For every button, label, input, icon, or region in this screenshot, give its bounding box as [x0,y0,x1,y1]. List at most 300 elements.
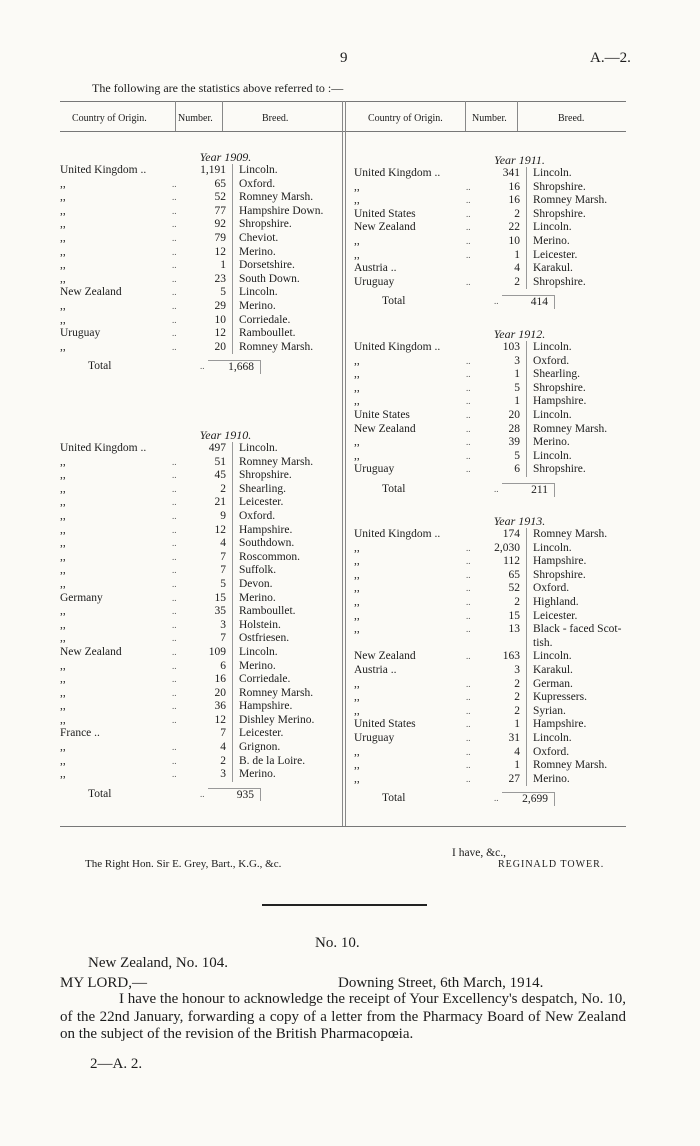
header-divider [222,101,223,131]
breed-cell: Karakul. [533,663,573,676]
total-row [58,360,393,374]
breed-cell: Lincoln. [239,645,278,658]
breed-cell: Dorsetshire. [239,259,295,272]
breed-cell: Suffolk. [239,564,277,577]
breed-cell: Hampshire. [533,718,587,731]
leader-dots: .. [466,409,471,420]
number-cell: 27 [474,773,527,787]
country-cell: ,, [60,509,66,522]
breed-cell: Syrian. [533,704,566,717]
leader-dots: .. [494,296,499,307]
country-cell: ,, [354,745,360,758]
table-row [58,191,393,205]
table-row [352,208,687,222]
country-cell: ,, [354,436,360,449]
country-cell: ,, [60,618,66,631]
breed-cell: Shropshire. [533,207,586,220]
country-cell: ,, [354,541,360,554]
country-cell: United States [354,207,416,220]
table-row [58,524,393,538]
column-header-number: Number. [178,113,213,124]
leader-dots: .. [172,456,177,467]
table-row [58,537,393,551]
breed-cell: Leicester. [533,248,578,261]
leader-dots: .. [466,624,471,635]
table-row [58,592,393,606]
number-cell: 4 [180,741,233,755]
total-label: Total [88,360,112,373]
table-row [352,664,687,678]
leader-dots: .. [466,276,471,287]
table-row [352,249,687,263]
country-cell: ,, [354,368,360,381]
header-divider [465,101,466,131]
breed-cell: Ostfriesen. [239,632,290,645]
country-cell: ,, [354,677,360,690]
number-cell: 1 [474,718,527,732]
number-cell: 1 [180,259,233,273]
country-cell: ,, [60,659,66,672]
country-cell: ,, [60,686,66,699]
country-cell: ,, [60,713,66,726]
total-value: 935 [208,788,261,802]
breed-cell: Shropshire. [239,218,292,231]
number-cell: 4 [474,746,527,760]
breed-cell: Lincoln. [239,442,278,454]
leader-dots: .. [466,464,471,475]
leader-dots: .. [172,551,177,562]
number-cell: 2 [474,691,527,705]
leader-dots [172,442,180,456]
leader-dots: .. [466,556,471,567]
leader-dots: .. [466,369,471,380]
number-cell: 52 [474,582,527,596]
leader-dots: .. [172,232,177,243]
country-cell: ,, [354,609,360,622]
leader-dots: .. [172,524,177,535]
number-cell: 20 [180,341,233,355]
breed-cell: Lincoln. [533,221,572,234]
leader-dots: .. [172,578,177,589]
number-cell: 52 [180,191,233,205]
country-cell: ,, [60,632,66,645]
breed-cell: Ramboullet. [239,327,296,340]
leader-dots: .. [172,565,177,576]
table-row [58,510,393,524]
leader-dots: .. [494,793,499,804]
table-row [352,528,687,542]
total-label: Total [382,792,406,805]
leader-dots: .. [172,755,177,766]
table-row [352,341,687,355]
table-row [352,718,687,732]
breed-cell: Lincoln. [533,167,572,179]
table-row [352,395,687,409]
country-cell: ,, [60,272,66,285]
table-row [352,732,687,746]
leader-dots: .. [466,437,471,448]
number-cell: 7 [180,564,233,578]
country-cell: United Kingdom .. [354,528,441,540]
number-cell: 20 [474,409,527,423]
table-row [352,450,687,464]
breed-cell [261,360,267,374]
breed-cell: B. de la Loire. [239,754,306,767]
number-cell: 23 [180,273,233,287]
leader-dots: .. [172,287,177,298]
number-cell: 92 [180,218,233,232]
table-row [58,496,393,510]
leader-dots: .. [172,192,177,203]
leader-dots: .. [172,646,177,657]
country-cell: ,, [60,537,66,550]
total-value: 1,668 [208,360,261,374]
number-cell: 31 [474,732,527,746]
leader-dots [466,167,474,181]
country-cell: Austria .. [354,663,397,676]
number-cell: 10 [474,235,527,249]
number-cell: 13 [474,623,527,637]
breed-cell: Leicester. [239,496,284,509]
number-cell: 174 [474,528,527,542]
total-value: 2,699 [502,792,555,806]
intro-text: The following are the statistics above referred to :— [92,81,344,95]
section-year-1909 [58,150,393,374]
breed-cell: Merino. [239,591,276,604]
leader-dots: .. [172,205,177,216]
year-heading: Year 1910. [199,428,252,442]
leader-dots: .. [466,195,471,206]
leader-dots: .. [172,701,177,712]
total-value: 211 [502,483,555,497]
table-row [352,167,687,181]
total-row [352,295,687,309]
table-row [58,164,393,178]
country-cell: ,, [60,523,66,536]
number-cell: 3 [474,664,527,678]
leader-dots: .. [172,341,177,352]
number-cell: 163 [474,650,527,664]
table-row [58,246,393,260]
leader-dots: .. [466,249,471,260]
number-cell: 79 [180,232,233,246]
leader-dots: .. [466,719,471,730]
leader-dots: .. [172,769,177,780]
breed-cell [261,788,267,802]
table-row [352,582,687,596]
country-cell: New Zealand [354,221,416,234]
leader-dots: .. [172,246,177,257]
table-row [58,673,393,687]
breed-cell: Romney Marsh. [533,422,608,435]
table-row [58,619,393,633]
number-cell: 16 [180,673,233,687]
breed-cell: Cheviot. [239,231,279,244]
document-reference: A.—2. [590,50,631,66]
breed-cell: Romney Marsh. [533,759,608,772]
number-cell: 2 [474,596,527,610]
leader-dots: .. [466,569,471,580]
number-cell: 35 [180,605,233,619]
table-row [352,181,687,195]
number-cell: 20 [180,687,233,701]
breed-cell: Shropshire. [533,568,586,581]
country-cell: ,, [60,455,66,468]
place-date: Downing Street, 6th March, 1914. [338,975,544,991]
country-cell: ,, [60,605,66,618]
breed-cell: Shropshire. [533,463,586,476]
table-row [58,714,393,728]
breed-cell: Corriedale. [239,673,291,686]
table-row [58,564,393,578]
table-row [58,178,393,192]
table-row [58,700,393,714]
table-row [58,469,393,483]
number-cell: 5 [180,578,233,592]
country-cell: ,, [60,673,66,686]
country-cell: ,, [60,741,66,754]
number-cell: 2 [474,276,527,290]
number-cell [474,637,527,651]
table-row [58,483,393,497]
country-cell: ,, [60,245,66,258]
breed-cell: Shearling. [239,482,286,495]
leader-dots: .. [466,235,471,246]
leader-dots: .. [172,178,177,189]
country-cell: ,, [60,177,66,190]
column-header-breed: Breed. [262,113,289,124]
breed-cell: Hampshire. [533,395,587,408]
number-cell: 21 [180,496,233,510]
header-bottom-rule [60,131,626,132]
breed-cell: Shropshire. [239,469,292,482]
total-row [352,483,687,497]
country-cell: ,, [60,469,66,482]
leader-dots: .. [172,470,177,481]
leader-dots: .. [172,633,177,644]
number-cell: 77 [180,205,233,219]
country-cell: Uruguay [354,275,395,288]
year-heading: Year 1912. [493,327,546,341]
total-row [58,788,393,802]
table-row [58,741,393,755]
section-year-1911 [352,153,687,309]
leader-dots: .. [466,382,471,393]
leader-dots: .. [172,619,177,630]
table-row [352,759,687,773]
breed-cell: Lincoln. [533,341,572,353]
salutation: MY LORD,— [60,975,147,991]
country-cell: ,, [60,299,66,312]
table-row [352,423,687,437]
breed-cell: Merino. [239,768,276,781]
breed-cell: Lincoln. [533,408,572,421]
leader-dots: .. [466,222,471,233]
country-cell: New Zealand [60,645,122,658]
country-cell: ,, [354,759,360,772]
table-row [352,463,687,477]
number-cell: 5 [474,382,527,396]
breed-cell: Merino. [239,659,276,672]
leader-dots: .. [172,687,177,698]
number-cell: 3 [180,768,233,782]
total-value: 414 [502,295,555,309]
breed-cell: Shropshire. [533,275,586,288]
country-cell: ,, [60,340,66,353]
leader-dots: .. [466,596,471,607]
breed-cell: Lincoln. [533,731,572,744]
leader-dots: .. [466,423,471,434]
number-cell: 4 [474,262,527,276]
leader-dots [172,164,180,178]
country-cell: New Zealand [354,650,416,663]
breed-cell: Merino. [239,299,276,312]
leader-dots: .. [466,610,471,621]
leader-dots: .. [172,260,177,271]
dispatch-reference: New Zealand, No. 104. [88,955,228,971]
breed-cell: Lincoln. [533,449,572,462]
breed-cell: German. [533,677,573,690]
number-cell: 7 [180,551,233,565]
table-row [352,596,687,610]
table-row [58,727,393,741]
breed-cell [555,295,561,309]
breed-cell: Highland. [533,595,579,608]
number-cell: 341 [474,167,527,181]
breed-cell: Karakul. [533,262,573,275]
table-row [58,205,393,219]
country-cell: Unite States [354,408,410,421]
leader-dots: .. [494,483,499,494]
page-number: 9 [340,50,348,66]
leader-dots: .. [466,692,471,703]
number-cell: 112 [474,555,527,569]
breed-cell: Romney Marsh. [239,455,314,468]
table-row [352,221,687,235]
table-row [58,551,393,565]
header-divider [517,101,518,131]
breed-cell: Merino. [239,245,276,258]
table-row [352,235,687,249]
table-row [58,327,393,341]
signatory-name: REGINALD TOWER. [498,859,605,870]
country-cell: Uruguay [354,731,395,744]
breed-cell: Romney Marsh. [239,340,314,353]
breed-cell: Leicester. [533,609,578,622]
total-label: Total [382,482,406,495]
country-cell: ,, [354,568,360,581]
breed-cell: Oxford. [533,354,570,367]
total-row [352,792,687,806]
number-cell: 12 [180,327,233,341]
country-cell: ,, [60,204,66,217]
country-cell: ,, [60,496,66,509]
number-cell: 5 [474,450,527,464]
table-row [58,687,393,701]
number-cell: 28 [474,423,527,437]
number-cell: 22 [474,221,527,235]
leader-dots: .. [172,660,177,671]
column-header-country: Country of Origin. [368,113,443,124]
country-cell: Austria .. [354,262,397,275]
leader-dots: .. [172,674,177,685]
table-row [352,194,687,208]
country-cell: United Kingdom .. [60,164,147,176]
country-cell: ,, [60,564,66,577]
leader-dots: .. [466,208,471,219]
leader-dots: .. [172,497,177,508]
section-year-1910 [58,428,393,801]
table-row [352,773,687,787]
table-row [58,341,393,355]
table-row [352,555,687,569]
leader-dots: .. [172,300,177,311]
leader-dots: .. [466,746,471,757]
leader-dots: .. [466,542,471,553]
breed-cell: Merino. [533,436,570,449]
breed-cell: Shropshire. [533,381,586,394]
breed-cell: Romney Marsh. [533,528,608,540]
country-cell: ,, [60,754,66,767]
country-cell: ,, [60,191,66,204]
table-row [352,262,687,276]
addressee: The Right Hon. Sir E. Grey, Bart., K.G., &c. [85,858,282,870]
country-cell: ,, [60,577,66,590]
table-bottom-rule [60,826,626,827]
leader-dots: .. [466,678,471,689]
table-row [352,678,687,692]
number-cell: 7 [180,632,233,646]
table-row [58,768,393,782]
country-cell: ,, [60,550,66,563]
number-cell: 15 [474,610,527,624]
number-cell: 9 [180,510,233,524]
country-cell: ,, [60,259,66,272]
number-cell: 109 [180,646,233,660]
number-cell: 3 [180,619,233,633]
country-cell: ,, [60,482,66,495]
number-cell: 2 [474,208,527,222]
number-cell: 5 [180,286,233,300]
breed-cell: Hampshire. [533,555,587,568]
table-row [352,569,687,583]
country-cell: ,, [60,700,66,713]
breed-cell: Oxford. [533,745,570,758]
leader-dots: .. [466,651,471,662]
separator-rule [262,904,427,906]
leader-dots: .. [200,788,205,799]
leader-dots: .. [172,219,177,230]
country-cell: New Zealand [60,286,122,299]
breed-cell: Black - faced Scot- [533,623,622,636]
leader-dots: .. [172,714,177,725]
breed-cell: Kupressers. [533,691,587,704]
table-row [58,456,393,470]
number-cell: 1 [474,368,527,382]
leader-dots: .. [466,705,471,716]
leader-dots: .. [466,396,471,407]
country-cell: Uruguay [60,327,101,340]
leader-dots [466,528,474,542]
number-cell: 29 [180,300,233,314]
breed-cell: Dishley Merino. [239,713,315,726]
table-row [352,409,687,423]
country-cell: United Kingdom .. [354,341,441,353]
table-row [58,605,393,619]
leader-dots [466,262,474,276]
country-cell: ,, [354,691,360,704]
country-cell: ,, [354,623,360,636]
